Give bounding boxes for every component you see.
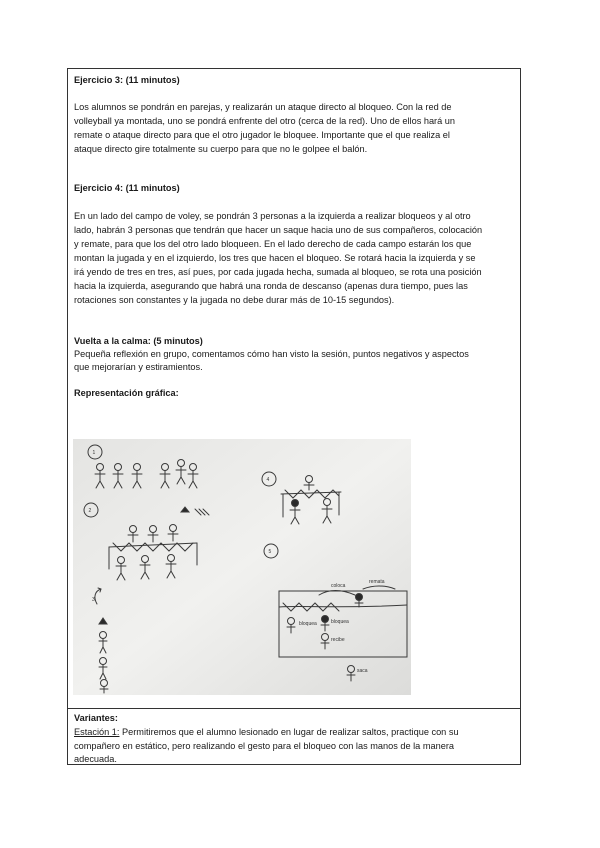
exercise4-line: montan la jugada y en el izquierdo, los tres que hacen el bloqueo. Se rotará hacia la izquierda y se <box>74 253 476 263</box>
variants-station-label: Estación 1: <box>74 727 120 737</box>
exercise4-line: hacia la izquierda, asegurando que habrá una ronda de descanso (apenas dura tiempo, pues las <box>74 281 468 291</box>
label-remata: remata <box>369 579 385 585</box>
exercise3-line: remate o ataque directo para que el otro jugador le bloquee. Importante que el que realiza el <box>74 130 450 140</box>
cooldown-line: que mejorarían y estiramientos. <box>74 362 203 372</box>
variants-line: adecuada. <box>74 754 117 764</box>
exercise4-duration: (11 minutos) <box>125 183 180 193</box>
graphic-title: Representación gráfica: <box>74 388 179 398</box>
label-bloquea-1: bloquea <box>331 619 349 625</box>
label-saca: saca <box>357 668 368 674</box>
exercise4-title: Ejercicio 4: <box>74 183 124 193</box>
exercise3-line: Los alumnos se pondrán en parejas, y realizarán un ataque directo al bloqueo. Con la red de <box>74 102 452 112</box>
station1-number: 1 <box>92 450 96 456</box>
exercise3-line: volleyball ya montada, uno se pondrá enfrente del otro (cerca de la red). Uno de ellos hará un <box>74 116 456 126</box>
variants-line <box>74 726 459 739</box>
exercise3-heading <box>74 74 180 87</box>
variants-line: compañero en estático, pero realizando el gesto para el bloqueo con las manos de la manera <box>74 741 454 751</box>
exercise4-line: lado, habrán 3 personas que tendrán que hacer un saque hacia uno de sus compañeros, colocación <box>74 225 483 235</box>
exercise4-line: rotaciones son constantes y la jugada no debe durar más de 10-15 segundos). <box>74 295 395 305</box>
exercise4-heading <box>74 182 180 195</box>
station5-number: 5 <box>268 549 272 555</box>
exercise3-duration: (11 minutos) <box>125 75 180 85</box>
station2-number: 2 <box>88 508 92 514</box>
station4-number: 4 <box>266 477 270 483</box>
label-coloca: coloca <box>331 583 346 589</box>
sketch-photo <box>73 439 411 695</box>
cooldown-title: Vuelta a la calma: (5 minutos) <box>74 336 203 346</box>
document-frame <box>67 68 521 765</box>
exercise3-title: Ejercicio 3: <box>74 75 124 85</box>
variants-line1-text: Permitiremos que el alumno lesionado en lugar de realizar saltos, practique con su <box>119 727 459 737</box>
label-bloquea-2: bloquea <box>299 621 317 627</box>
section-divider <box>68 708 520 709</box>
exercise4-line: y remate, para que los del otro lado bloqueen. En el lado derecho de cada campo estarán los que <box>74 239 472 249</box>
cooldown-line: Pequeña reflexión en grupo, comentamos cómo han visto la sesión, puntos negativos y aspectos <box>74 349 469 359</box>
label-recibe: recibe <box>331 637 345 643</box>
exercise4-line: irá yendo de tres en tres, así pues, por cada jugada hecha, sumada al bloqueo, se rota una posición <box>74 267 482 277</box>
exercise3-line: ataque directo gire totalmente su cuerpo para que no le golpee el balón. <box>74 144 368 154</box>
exercise4-line: En un lado del campo de voley, se pondrán 3 personas a la izquierda a realizar bloqueos y al otro <box>74 211 471 221</box>
variants-title: Variantes: <box>74 713 118 723</box>
station3-number: 3 <box>92 597 95 603</box>
